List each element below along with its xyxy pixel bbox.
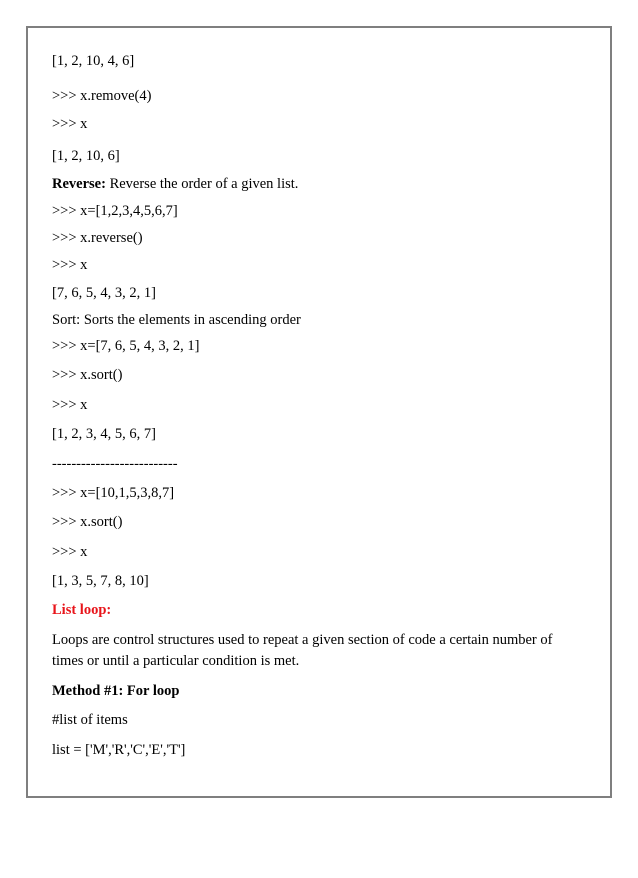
code-line: >>> x — [52, 397, 88, 413]
code-line: >>> x — [52, 544, 88, 560]
code-line: >>> x.sort() — [52, 367, 123, 383]
code-line: >>> x=[7, 6, 5, 4, 3, 2, 1] — [52, 338, 200, 354]
code-line: >>> x — [52, 257, 88, 273]
code-line: [7, 6, 5, 4, 3, 2, 1] — [52, 285, 156, 301]
method-heading: Method #1: For loop — [52, 683, 180, 699]
reverse-definition — [52, 175, 298, 193]
sort-definition: Sort: Sorts the elements in ascending order — [52, 312, 301, 328]
loops-paragraph: Loops are control structures used to repeat a given section of code a certain number of times or until a particular condition is met. — [52, 632, 553, 669]
code-line: [1, 2, 3, 4, 5, 6, 7] — [52, 426, 156, 442]
code-line: >>> x=[10,1,5,3,8,7] — [52, 485, 175, 501]
code-line: >>> x.reverse() — [52, 230, 143, 246]
reverse-description: Reverse the order of a given list. — [105, 176, 299, 192]
list-assignment-line: list = ['M','R','C','E','T'] — [52, 742, 186, 758]
code-line: [1, 2, 10, 4, 6] — [52, 53, 135, 69]
code-line: >>> x — [52, 116, 88, 132]
reverse-label: Reverse: — [52, 176, 106, 192]
code-line: >>> x.sort() — [52, 514, 123, 530]
code-line: [1, 3, 5, 7, 8, 10] — [52, 573, 149, 589]
code-line: >>> x=[1,2,3,4,5,6,7] — [52, 203, 178, 219]
comment-line: #list of items — [52, 712, 128, 728]
list-loop-heading: List loop: — [52, 602, 112, 618]
code-line: [1, 2, 10, 6] — [52, 148, 120, 164]
separator-line: -------------------------- — [52, 456, 178, 472]
code-line: >>> x.remove(4) — [52, 88, 152, 104]
